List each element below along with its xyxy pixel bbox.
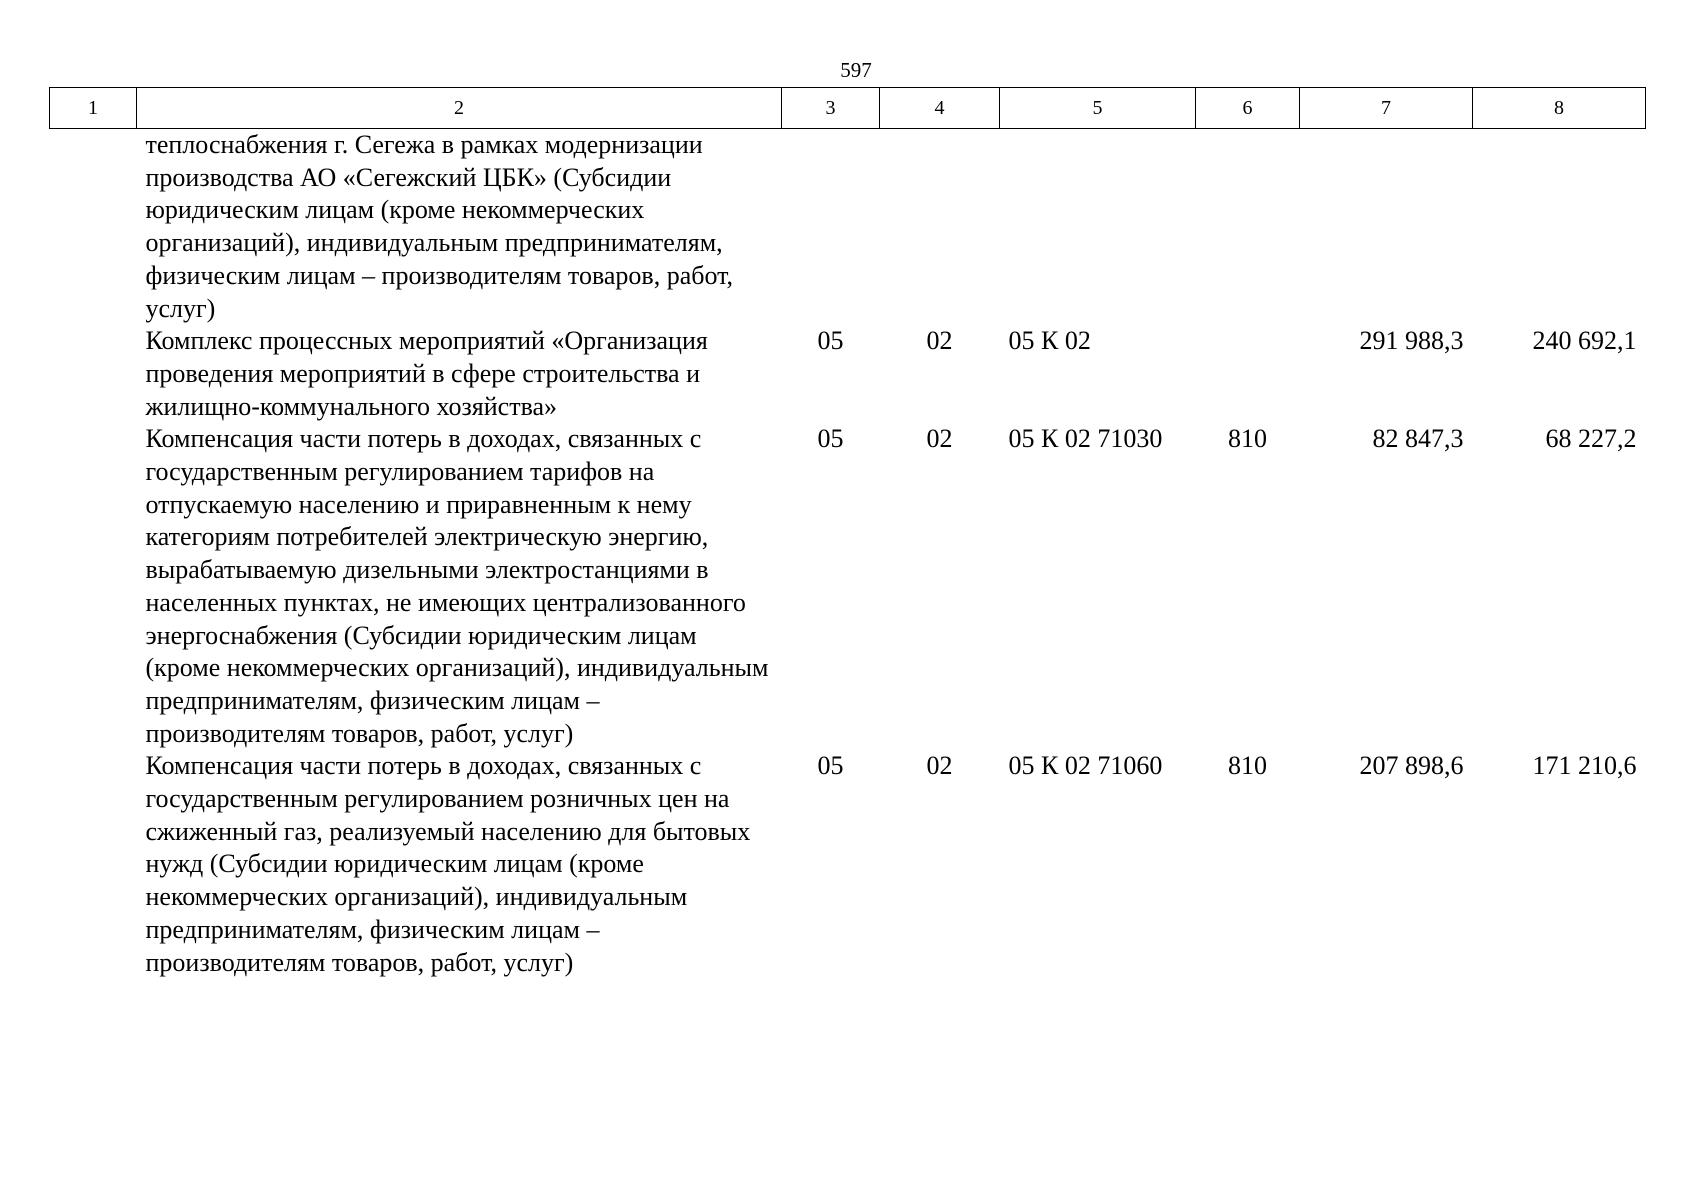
column-header-6: 6 (1196, 88, 1300, 129)
column-header-5: 5 (1000, 88, 1196, 129)
column-number-row (50, 88, 1646, 129)
row-subsection (880, 129, 1000, 326)
row-section: 05 (817, 326, 844, 356)
row-target-code (1000, 129, 1196, 326)
row-amount-2: 240 692,1 (1532, 326, 1637, 356)
row-amount-1 (1300, 129, 1473, 326)
column-header-3: 3 (782, 88, 880, 129)
row-empty-cell (50, 423, 137, 750)
row-amount-2: 68 227,2 (1545, 424, 1637, 454)
row-name: Комплекс процессных мероприятий «Организация проведения мероприятий в сфере строительства и жилищно-коммунального хозяйства» (145, 326, 708, 421)
row-empty-cell (50, 750, 137, 979)
row-amount-1: 82 847,3 (1372, 424, 1464, 454)
table-row (50, 423, 1646, 750)
budget-table (49, 87, 1646, 979)
row-expense-type (1196, 325, 1300, 423)
row-amount-1: 291 988,3 (1359, 326, 1464, 356)
row-amount-1: 207 898,6 (1359, 751, 1464, 781)
column-header-4: 4 (880, 88, 1000, 129)
row-section: 05 (817, 424, 844, 454)
row-name: Компенсация части потерь в доходах, связанных с государственным регулированием тарифов на отпускаемую населению и приравненным к нему категориям потребителей электрическую энергию, вырабатываемую дизельными электростанциями в населенных пунктах, не имеющих централизованного энергоснабжения (Субсидии юридическим лицам (кроме некоммерческих организаций), индивидуальным предпринимателям, физическим лицам – производителям товаров, работ, услуг) (145, 424, 769, 748)
table-header (50, 88, 1646, 129)
table-row (50, 750, 1646, 979)
row-name: теплоснабжения г. Сегежа в рамках модернизации производства АО «Сегежский ЦБК» (Субсидии юридическим лицам (кроме некоммерческих организаций), индивидуальным предпринимателям, физическим лицам – производителям товаров, работ, услуг) (145, 130, 734, 323)
column-header-7: 7 (1300, 88, 1473, 129)
row-target-code: 05 К 02 71030 (1008, 424, 1163, 454)
row-subsection: 02 (926, 326, 953, 356)
row-empty-cell (50, 129, 137, 326)
table-row (50, 325, 1646, 423)
page-number: 597 (840, 58, 872, 82)
row-section: 05 (817, 751, 844, 781)
row-section (782, 129, 880, 326)
row-name: Компенсация части потерь в доходах, связанных с государственным регулированием розничных цен на сжиженный газ, реализуемый населению для бытовых нужд (Субсидии юридическим лицам (кроме некоммерческих организаций), индивидуальным предпринимателям, физическим лицам – производителям товаров, работ, услуг) (145, 751, 751, 977)
row-expense-type: 810 (1228, 424, 1267, 454)
table-body (50, 129, 1646, 980)
row-expense-type (1196, 129, 1300, 326)
column-header-2: 2 (137, 88, 782, 129)
column-header-8: 8 (1473, 88, 1646, 129)
row-target-code: 05 К 02 71060 (1008, 751, 1163, 781)
row-expense-type: 810 (1228, 751, 1267, 781)
row-empty-cell (50, 325, 137, 423)
row-target-code: 05 К 02 (1008, 326, 1091, 356)
row-amount-2 (1473, 129, 1646, 326)
row-subsection: 02 (926, 424, 953, 454)
row-subsection: 02 (926, 751, 953, 781)
column-header-1: 1 (50, 88, 137, 129)
table-row (50, 129, 1646, 326)
row-amount-2: 171 210,6 (1532, 751, 1637, 781)
